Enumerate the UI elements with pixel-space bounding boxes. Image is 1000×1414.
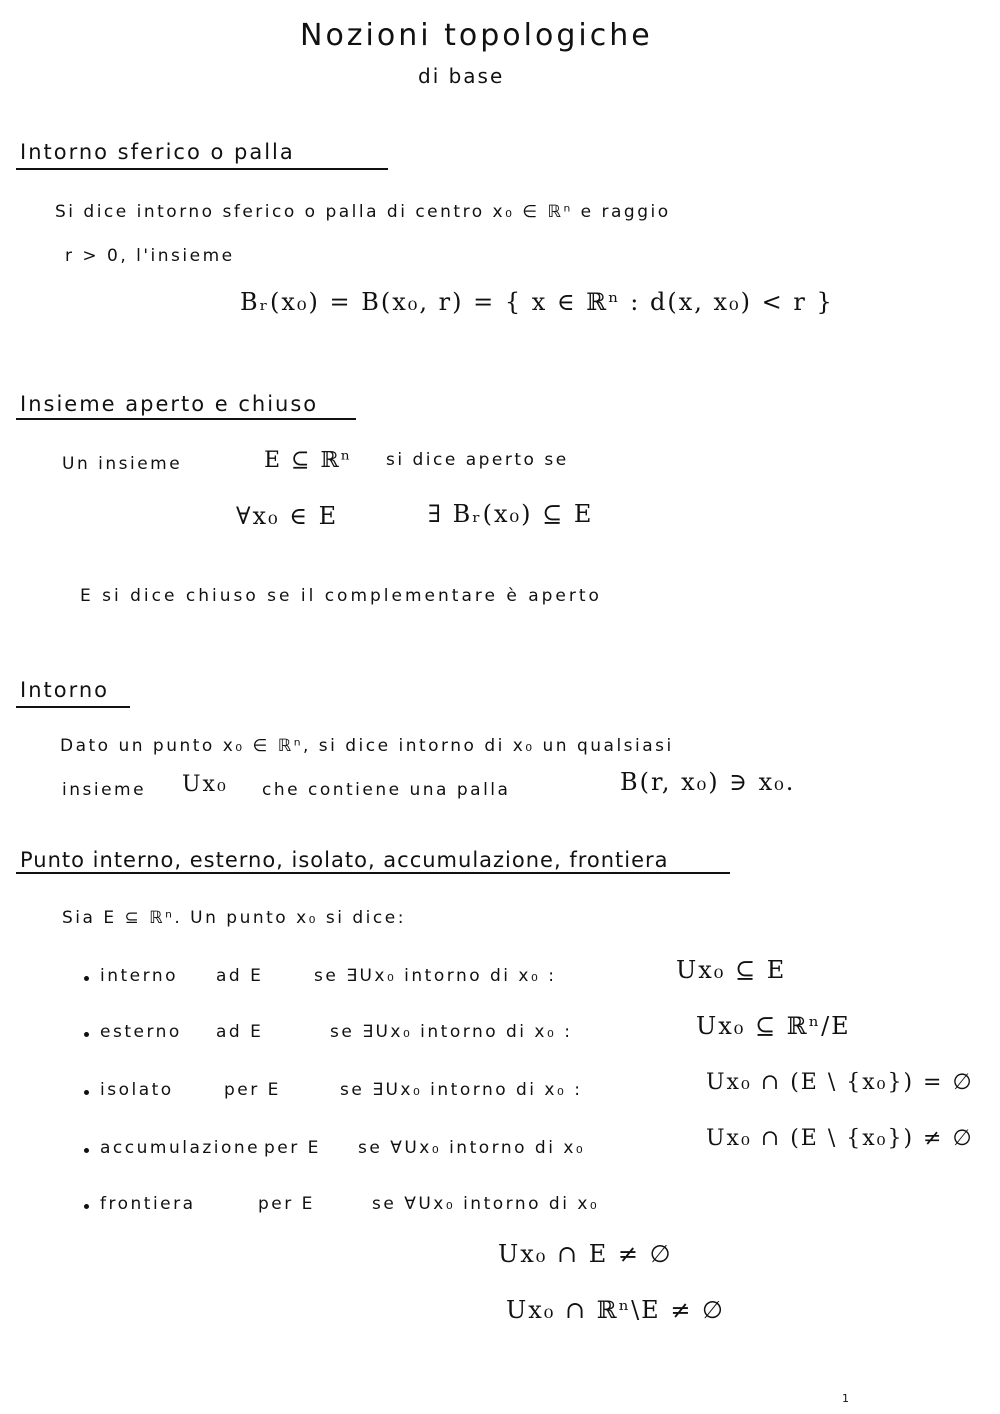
bullet — [84, 1204, 89, 1209]
page-title: Nozioni topologiche — [300, 18, 653, 53]
page-subtitle: di base — [418, 64, 505, 88]
heading-underline — [16, 168, 388, 170]
s3-text-line2a: insieme — [62, 780, 147, 800]
heading-intorno-sferico: Intorno sferico o palla — [20, 140, 295, 164]
item-interno-rel: ad E — [216, 966, 264, 986]
s3-text-line1: Dato un punto x₀ ∈ ℝⁿ, si dice intorno di x₀ un qualsiasi — [60, 736, 674, 756]
item-esterno-formula: Ux₀ ⊆ ℝⁿ/E — [696, 1012, 851, 1040]
item-accumulazione-rel: per E — [264, 1138, 321, 1158]
s2-text2: si dice aperto se — [386, 450, 569, 470]
frontier-condition-1: Ux₀ ∩ E ≠ ∅ — [498, 1240, 673, 1268]
bullet — [84, 1148, 89, 1153]
exists-formula: ∃ Bᵣ(x₀) ⊆ E — [428, 500, 594, 528]
item-frontiera-cond: se ∀Ux₀ intorno di x₀ — [372, 1194, 600, 1214]
bullet — [84, 1032, 89, 1037]
item-isolato-rel: per E — [224, 1080, 281, 1100]
ball-formula: Bᵣ(x₀) = B(x₀, r) = { x ∈ ℝⁿ : d(x, x₀) < r } — [240, 288, 834, 316]
s3-ball-formula: B(r, x₀) ∋ x₀. — [620, 768, 796, 796]
item-esterno-rel: ad E — [216, 1022, 264, 1042]
item-interno-label: interno — [100, 966, 178, 986]
item-interno-formula: Ux₀ ⊆ E — [676, 956, 787, 984]
item-interno-cond: se ∃Ux₀ intorno di x₀ : — [314, 966, 557, 986]
s1-text-line2: r > 0, l'insieme — [65, 246, 235, 266]
bullet — [84, 976, 89, 981]
heading-underline — [16, 418, 356, 420]
s3-text-line2b: che contiene una palla — [262, 780, 511, 800]
item-isolato-label: isolato — [100, 1080, 174, 1100]
s4-intro: Sia E ⊆ ℝⁿ. Un punto x₀ si dice: — [62, 908, 406, 928]
item-accumulazione-label: accumulazione — [100, 1138, 261, 1158]
item-esterno-cond: se ∃Ux₀ intorno di x₀ : — [330, 1022, 573, 1042]
frontier-condition-2: Ux₀ ∩ ℝⁿ\E ≠ ∅ — [506, 1296, 725, 1324]
s1-text-line1: Si dice intorno sferico o palla di centro x₀ ∈ ℝⁿ e raggio — [55, 202, 671, 222]
heading-aperto-chiuso: Insieme aperto e chiuso — [20, 392, 319, 416]
closed-set-text: E si dice chiuso se il complementare è aperto — [80, 586, 602, 606]
heading-underline — [16, 706, 130, 708]
bullet — [84, 1090, 89, 1095]
s2-math1: E ⊆ ℝⁿ — [264, 448, 353, 473]
forall-formula: ∀x₀ ∈ E — [236, 502, 339, 530]
s2-text1: Un insieme — [62, 454, 183, 474]
heading-intorno: Intorno — [20, 678, 110, 702]
item-isolato-cond: se ∃Ux₀ intorno di x₀ : — [340, 1080, 583, 1100]
s3-neighbourhood: Ux₀ — [182, 772, 228, 797]
item-isolato-formula: Ux₀ ∩ (E \ {x₀}) = ∅ — [706, 1070, 974, 1095]
item-esterno-label: esterno — [100, 1022, 182, 1042]
item-frontiera-label: frontiera — [100, 1194, 196, 1214]
page-number: 1 — [842, 1392, 851, 1405]
item-accumulazione-formula: Ux₀ ∩ (E \ {x₀}) ≠ ∅ — [706, 1126, 974, 1151]
item-frontiera-rel: per E — [258, 1194, 315, 1214]
item-accumulazione-cond: se ∀Ux₀ intorno di x₀ — [358, 1138, 586, 1158]
heading-underline — [16, 872, 730, 874]
heading-punti: Punto interno, esterno, isolato, accumulazione, frontiera — [20, 848, 669, 872]
